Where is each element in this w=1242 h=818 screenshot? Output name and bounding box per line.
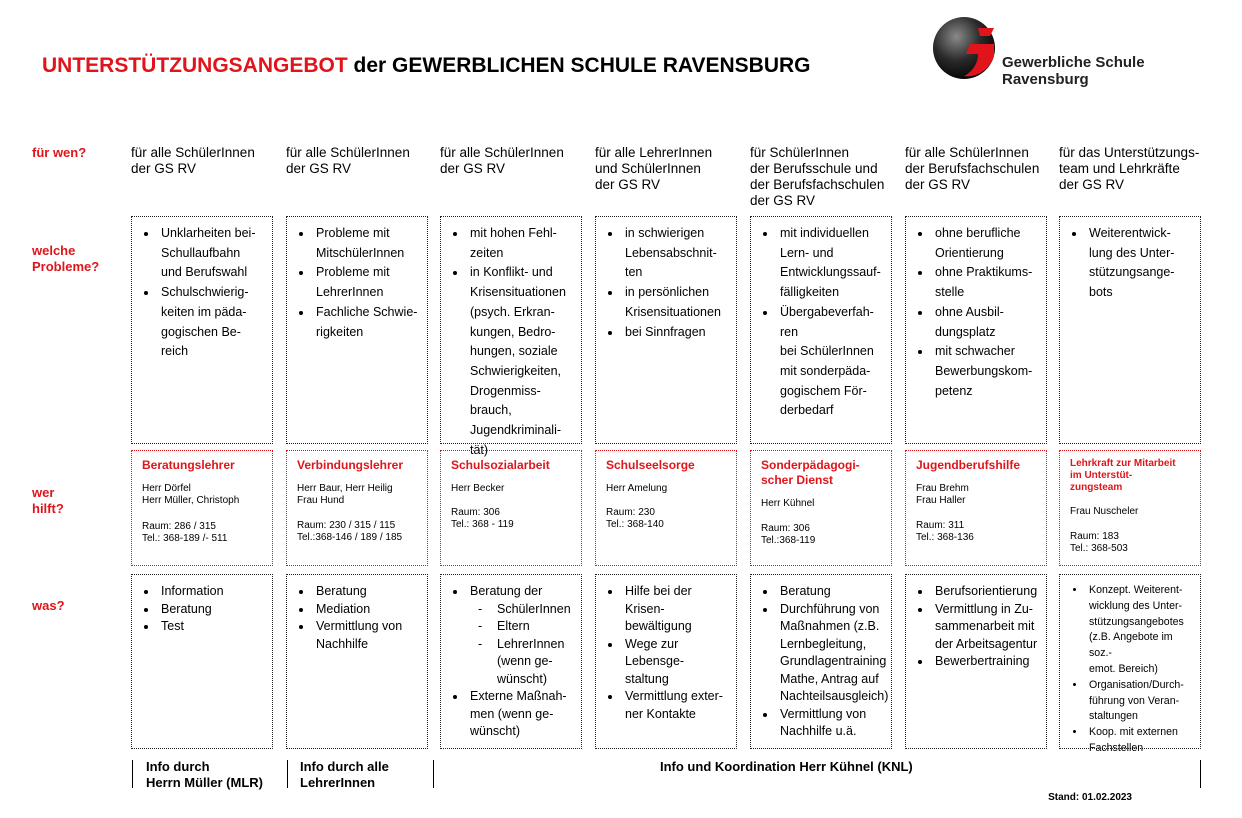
problem-item: • Unklarheiten bei- Schullaufbahn und Berufswahl bbox=[158, 224, 264, 283]
footer-divider bbox=[1200, 760, 1201, 788]
helper-box bbox=[595, 450, 737, 566]
problem-item: • Weiterentwick- lung des Unter- stützungsange- bots bbox=[1086, 224, 1192, 303]
problem-item: • Probleme mit MitschülerInnen bbox=[313, 224, 419, 263]
problem-item: • ohne berufliche Orientierung bbox=[932, 224, 1038, 263]
problem-item: • Probleme mit LehrerInnen bbox=[313, 263, 419, 302]
problems-box bbox=[750, 216, 892, 444]
helper-box bbox=[905, 450, 1047, 566]
helper-name: Schulsozialarbeit bbox=[451, 458, 550, 472]
helper-box bbox=[1059, 450, 1201, 566]
problem-item: • bei Sinnfragen bbox=[622, 323, 728, 343]
helper-people: Herr Kühnel bbox=[761, 498, 815, 509]
footer-divider bbox=[132, 760, 133, 788]
action-item: • Vermittlung exter- ner Kontakte bbox=[622, 688, 730, 723]
problem-item: • mit individuellen Lern- und Entwicklungssauf- fälligkeiten bbox=[777, 224, 883, 303]
actions-box bbox=[595, 574, 737, 749]
helper-people: Herr Baur, Herr Heilig Frau Hund bbox=[297, 483, 393, 506]
action-item: • Konzept. Weiterent- wicklung des Unter- stützungsangebotes (z.B. Angebote im soz.- emot. Bereich) bbox=[1086, 583, 1194, 678]
action-item: • Beratung bbox=[158, 601, 266, 619]
helper-name: Jugendberufshilfe bbox=[916, 458, 1021, 472]
for-whom-text: für alle SchülerInnen der Berufsfachschulen der GS RV bbox=[905, 145, 1040, 192]
problems-box bbox=[440, 216, 582, 457]
page-title bbox=[42, 54, 811, 78]
helper-name: Beratungslehrer bbox=[142, 458, 235, 472]
action-item: • Beratung bbox=[777, 583, 885, 601]
row-label-what: was? bbox=[32, 598, 65, 613]
helper-room: Raum: 306 Tel.:368-119 bbox=[761, 523, 816, 546]
actions-box bbox=[750, 574, 892, 749]
helper-name: Lehrkraft zur Mitarbeit im Unterstüt- zungsteam bbox=[1070, 458, 1176, 493]
helper-people: Frau Nuscheler bbox=[1070, 506, 1139, 517]
helper-room: Raum: 306 Tel.: 368 - 119 bbox=[451, 507, 514, 530]
action-item: • Mediation bbox=[313, 601, 421, 619]
for-whom-text: für das Unterstützungs- team und Lehrkräfte der GS RV bbox=[1059, 145, 1200, 192]
action-subitem: - LehrerInnen (wenn ge- wünscht) bbox=[475, 636, 575, 689]
action-item: • Organisation/Durch- führung von Veran- staltungen bbox=[1086, 678, 1194, 725]
footer-info-knl: Info und Koordination Herr Kühnel (KNL) bbox=[660, 759, 913, 774]
action-subitem: - Eltern bbox=[475, 618, 575, 636]
helper-room: Raum: 230 Tel.: 368-140 bbox=[606, 507, 664, 530]
helper-box bbox=[131, 450, 273, 566]
problems-box bbox=[905, 216, 1047, 444]
footer-info-teachers: Info durch alle LehrerInnen bbox=[300, 759, 389, 790]
for-whom-text: für alle SchülerInnen der GS RV bbox=[440, 145, 564, 176]
helper-box bbox=[440, 450, 582, 566]
helper-box bbox=[750, 450, 892, 566]
helper-name: Schulseelsorge bbox=[606, 458, 695, 472]
title-black: der GEWERBLICHEN SCHULE RAVENSBURG bbox=[353, 54, 811, 77]
action-item: • Hilfe bei der Krisen- bewältigung bbox=[622, 583, 730, 636]
action-item: • Koop. mit externen Fachstellen bbox=[1086, 725, 1194, 757]
helper-people: Herr Becker bbox=[451, 483, 505, 494]
footer-divider bbox=[287, 760, 288, 788]
for-whom-text: für alle LehrerInnen und SchülerInnen der GS RV bbox=[595, 145, 713, 192]
action-item: • Externe Maßnah- men (wenn ge- wünscht) bbox=[467, 688, 575, 741]
problem-item: • mit hohen Fehl- zeiten bbox=[467, 224, 573, 263]
for-whom-text: für SchülerInnen der Berufsschule und der Berufsfachschulen der GS RV bbox=[750, 145, 885, 208]
action-item: • Bewerbertraining bbox=[932, 653, 1040, 671]
footer-info-mlr: Info durch Herrn Müller (MLR) bbox=[146, 759, 263, 790]
actions-box bbox=[905, 574, 1047, 749]
actions-box bbox=[1059, 574, 1201, 754]
helper-room: Raum: 311 Tel.: 368-136 bbox=[916, 520, 974, 543]
for-whom-text: für alle SchülerInnen der GS RV bbox=[286, 145, 410, 176]
row-label-for-whom: für wen? bbox=[32, 145, 87, 160]
footer-divider bbox=[433, 760, 434, 788]
problems-box bbox=[131, 216, 273, 444]
action-item: • Durchführung von Maßnahmen (z.B. Lernbegleitung, Grundlagentraining Mathe, Antrag auf Nachteilsausgleich) bbox=[777, 601, 885, 706]
helper-name: Verbindungslehrer bbox=[297, 458, 404, 472]
title-red: UNTERSTÜTZUNGSANGEBOT bbox=[42, 54, 348, 77]
problems-box bbox=[286, 216, 428, 444]
problem-item: • in schwierigen Lebensabschnit- ten bbox=[622, 224, 728, 283]
gs-logo-icon bbox=[932, 14, 1002, 84]
action-item: • Vermittlung von Nachhilfe u.ä. bbox=[777, 706, 885, 741]
stand-date: Stand: 01.02.2023 bbox=[1048, 792, 1132, 803]
helper-name: Sonderpädagogi- scher Dienst bbox=[761, 458, 860, 487]
actions-box bbox=[286, 574, 428, 749]
problem-item: • mit schwacher Bewerbungskom- petenz bbox=[932, 342, 1038, 401]
action-item: • Wege zur Lebensge- staltung bbox=[622, 636, 730, 689]
for-whom-text: für alle SchülerInnen der GS RV bbox=[131, 145, 255, 176]
actions-box bbox=[440, 574, 582, 749]
actions-box bbox=[131, 574, 273, 749]
action-item: • Information bbox=[158, 583, 266, 601]
helper-room: Raum: 230 / 315 / 115 Tel.:368-146 / 189 / 185 bbox=[297, 520, 403, 543]
helper-box bbox=[286, 450, 428, 566]
action-item: • Vermittlung in Zu- sammenarbeit mit der Arbeitsagentur bbox=[932, 601, 1040, 654]
problem-item: • Schulschwierig- keiten im päda- gogischen Be- reich bbox=[158, 283, 264, 362]
helper-room: Raum: 286 / 315 Tel.: 368-189 /- 511 bbox=[142, 521, 228, 544]
problem-item: • ohne Ausbil- dungsplatz bbox=[932, 303, 1038, 342]
action-item: • Beratung bbox=[313, 583, 421, 601]
problem-item: • in Konflikt- und Krisensituationen (psych. Erkran- kungen, Bedro- hungen, soziale Schwierigkeiten, Drogenmiss- brauch, Jugendkriminali- tät) bbox=[467, 263, 573, 460]
problem-item: • Fachliche Schwie- rigkeiten bbox=[313, 303, 419, 342]
school-logo bbox=[932, 14, 1172, 94]
helper-people: Herr Amelung bbox=[606, 483, 668, 494]
problem-item: • in persönlichen Krisensituationen bbox=[622, 283, 728, 322]
helper-room: Raum: 183 Tel.: 368-503 bbox=[1070, 531, 1128, 554]
problem-item: • Übergabeverfah- ren bei SchülerInnen mit sonderpäda- gogischem För- derbedarf bbox=[777, 303, 883, 421]
action-subitem: - SchülerInnen bbox=[475, 601, 575, 619]
helper-people: Frau Brehm Frau Haller bbox=[916, 483, 969, 506]
helper-people: Herr Dörfel Herr Müller, Christoph bbox=[142, 483, 240, 506]
row-label-who-helps: wer hilft? bbox=[32, 485, 64, 516]
problem-item: • ohne Praktikums- stelle bbox=[932, 263, 1038, 302]
action-item: • Berufsorientierung bbox=[932, 583, 1040, 601]
problems-box bbox=[1059, 216, 1201, 444]
action-item: • Vermittlung von Nachhilfe bbox=[313, 618, 421, 653]
action-item: • Beratung der bbox=[467, 583, 575, 601]
logo-text: Gewerbliche Schule Ravensburg bbox=[1002, 54, 1145, 88]
row-label-problems: welche Probleme? bbox=[32, 243, 100, 274]
action-item: • Test bbox=[158, 618, 266, 636]
problems-box bbox=[595, 216, 737, 444]
